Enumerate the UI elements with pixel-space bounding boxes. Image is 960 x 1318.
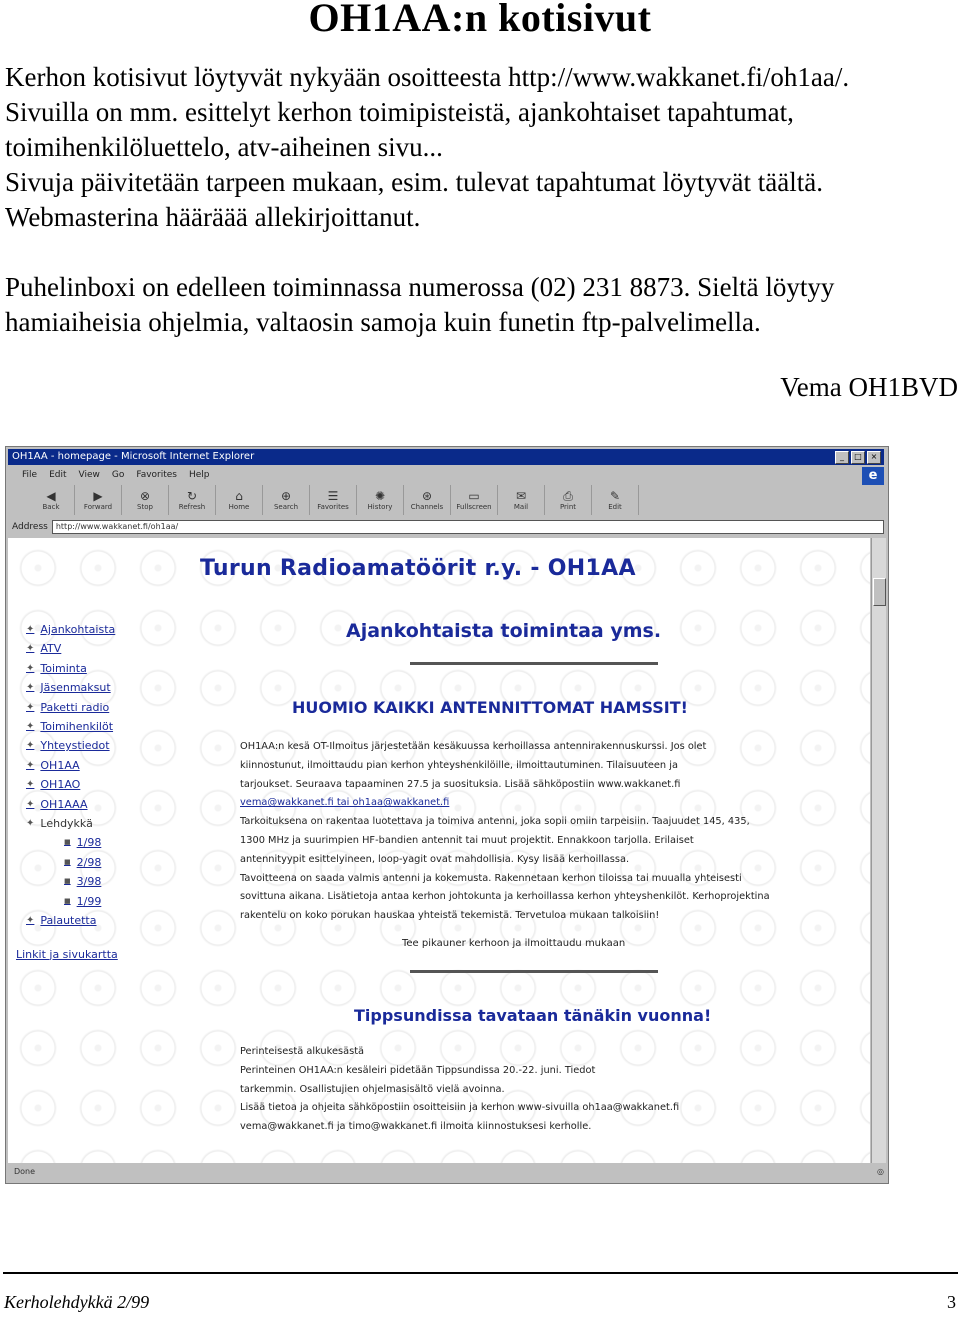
nav-links[interactable]: Linkit ja sivukartta <box>16 947 118 961</box>
menu-file[interactable]: File <box>22 470 38 480</box>
bullet-icon: ✦ <box>26 624 35 635</box>
nav-subitem[interactable]: ■ 3/98 <box>26 872 176 891</box>
event-line: tarkemmin. Osallistujien ohjelmasisältö vielä avoinna. <box>240 1083 505 1095</box>
home-button[interactable]: ⌂ Home <box>216 485 263 515</box>
footer-publication: Kerholehdykkä 2/99 <box>4 1292 150 1312</box>
para1-line: toimihenkilöluettelo, atv-aiheinen sivu... <box>5 132 443 162</box>
notice-line: antennityypit esittelyineen, loop-yagit ovat mahdollisia. Kysy lisää kerhoillassa. <box>240 853 630 865</box>
notice-line: OH1AA:n kesä OT-Ilmoitus järjestetään kesäkuussa kerhoillassa antennirakennuskurssi. Jos olet <box>240 741 707 752</box>
vertical-scrollbar[interactable] <box>871 538 886 1163</box>
event-line: Lisää tietoa ja ohjeita sähköpostiin osoitteisiin ja kerhon www-sivuilla oh1aa@wakkanet.fi <box>240 1102 680 1114</box>
signature: Vema OH1BVD <box>780 372 958 402</box>
bullet-icon: ✦ <box>26 915 35 927</box>
status-text: Done <box>14 1167 36 1176</box>
history-icon: ✺ <box>374 489 386 503</box>
menu-favorites[interactable]: Favorites <box>136 470 177 480</box>
back-icon: ◀ <box>46 489 56 503</box>
scroll-thumb[interactable] <box>873 578 886 606</box>
event-body <box>240 1043 820 1137</box>
bullet-icon: ✦ <box>26 662 35 674</box>
bullet-icon: ✦ <box>26 759 35 771</box>
page-title: OH1AA:n kotisivut <box>308 0 652 40</box>
forward-icon: ▶ <box>93 489 103 503</box>
window-controls <box>835 451 881 464</box>
status-bar <box>8 1165 884 1179</box>
close-icon[interactable]: × <box>867 451 881 464</box>
refresh-button[interactable]: ↻ Refresh <box>169 485 216 515</box>
channels-button[interactable]: ⊛ Channels <box>404 485 451 515</box>
forward-button[interactable]: ▶ Forward <box>75 485 122 515</box>
web-page <box>8 538 870 1163</box>
notice-line: kiinnostunut, ilmoittaudu pian kerhon yhteyshenkilöille, ilmoittautuminen. Tilaisuuteen ja <box>240 759 678 771</box>
article-body <box>5 60 955 340</box>
nav-item[interactable]: ✦ OH1AA <box>26 756 176 775</box>
search-icon: ⊕ <box>280 489 292 503</box>
bullet-icon: ✦ <box>26 721 35 733</box>
notice-line: rakentelu on koko porukan hauskaa yhteistä tekemistä. Tervetuloa mukaan talkoisiin! <box>240 910 660 922</box>
address-bar <box>8 519 884 535</box>
nav-subitem[interactable]: ■ 1/98 <box>26 833 176 852</box>
event-line: Perinteinen OH1AA:n kesäleiri pidetään Tippsundissa 20.-22. juni. Tiedot <box>240 1064 596 1076</box>
mail-icon: ✉ <box>515 489 527 503</box>
nav-subitem[interactable]: ■ 2/98 <box>26 853 176 872</box>
ie-logo-icon: e <box>862 467 884 485</box>
footer-rule <box>3 1272 958 1274</box>
square-bullet-icon: ■ <box>64 877 71 886</box>
edit-icon: ✎ <box>609 489 621 503</box>
address-input[interactable]: http://www.wakkanet.fi/oh1aa/ <box>52 520 884 534</box>
bullet-icon: ✦ <box>26 701 35 713</box>
fullscreen-button[interactable]: ▭ Fullscreen <box>451 485 498 515</box>
nav-item[interactable]: ✦ Palautetta <box>26 911 176 930</box>
notice-line: tarjoukset. Seuraava tapaaminen 27.5 ja suosituksia. Lisää sähköpostiin www.wakkanet.fi <box>240 778 681 790</box>
nav-item[interactable]: ✦ Jäsenmaksut <box>26 678 176 697</box>
menu-view[interactable]: View <box>78 470 100 480</box>
nav-item[interactable]: ✦ Toimihenkilöt <box>26 717 176 736</box>
news-heading: Ajankohtaista toimintaa yms. <box>346 620 662 642</box>
para2-line: hamiaiheisia ohjelmia, valtaosin samoja kuin funetin ftp-palvelimella. <box>5 307 761 337</box>
maximize-icon[interactable]: □ <box>851 451 865 464</box>
history-button[interactable]: ✺ History <box>357 485 404 515</box>
refresh-icon: ↻ <box>186 489 198 503</box>
home-icon: ⌂ <box>235 489 243 503</box>
menu-help[interactable]: Help <box>189 470 210 480</box>
stop-icon: ⊗ <box>139 489 151 503</box>
site-title: Turun Radioamatöörit r.y. - OH1AA <box>200 556 636 581</box>
nav-item[interactable]: ✦ Paketti radio <box>26 698 176 717</box>
divider <box>410 970 658 973</box>
favorites-button[interactable]: ☰ Favorites <box>310 485 357 515</box>
mail-button[interactable]: ✉ Mail <box>498 485 545 515</box>
nav-item[interactable]: ✦ Lehdykkä <box>26 814 176 833</box>
notice-heading: HUOMIO KAIKKI ANTENNITTOMAT HAMSSIT! <box>292 698 688 717</box>
minimize-icon[interactable]: _ <box>835 451 849 464</box>
favorites-icon: ☰ <box>327 489 339 503</box>
bullet-icon: ✦ <box>26 740 35 752</box>
square-bullet-icon: ■ <box>64 838 71 847</box>
square-bullet-icon: ■ <box>64 857 71 866</box>
site-nav <box>16 620 176 964</box>
notice-line: Tarkoituksena on rakentaa luotettava ja toimiva antenni, joka sopii omiin tarpeisiin. Taajuudet 145, 435, <box>240 816 750 828</box>
menu-edit[interactable]: Edit <box>49 470 67 480</box>
para1-line: Webmasterina hääräää allekirjoittanut. <box>5 202 421 232</box>
bullet-icon: ✦ <box>26 798 35 810</box>
menu-go[interactable]: Go <box>111 470 125 480</box>
nav-item[interactable]: ✦ Ajankohtaista <box>26 620 176 639</box>
event-line: Perinteisestä alkukesästä <box>240 1046 365 1057</box>
para1-line: Sivuilla on mm. esittelyt kerhon toimipisteistä, ajankohtaiset tapahtumat, <box>5 97 794 127</box>
channels-icon: ⊛ <box>421 489 433 503</box>
back-button[interactable]: ◀ Back <box>28 485 75 515</box>
nav-item[interactable]: ✦ Yhteystiedot <box>26 736 176 755</box>
bullet-icon: ✦ <box>26 643 35 655</box>
notice-body <box>240 738 820 926</box>
event-heading: Tippsundissa tavataan tänäkin vuonna! <box>354 1006 712 1025</box>
nav-item[interactable]: ✦ Toiminta <box>26 659 176 678</box>
notice-line: Tavoitteena on saada valmis antenni ja kokemusta. Rakennetaan kerhon tiloissa tai muualla yhteisesti <box>240 872 742 884</box>
internet-zone-icon: ◎ <box>877 1167 884 1176</box>
menu-bar <box>8 467 884 483</box>
page-number: 3 <box>947 1292 956 1312</box>
toolbar <box>8 485 884 517</box>
notice-line: vema@wakkanet.fi tai oh1aa@wakkanet.fi <box>240 797 450 809</box>
para1-line: Kerhon kotisivut löytyvät nykyään osoitteesta http://www.wakkanet.fi/oh1aa/. <box>5 62 850 92</box>
edit-button[interactable]: ✎ Edit <box>592 485 639 515</box>
para2-line: Puhelinboxi on edelleen toiminnassa numerossa (02) 231 8873. Sieltä löytyy <box>5 272 835 302</box>
stop-button[interactable]: ⊗ Stop <box>122 485 169 515</box>
bullet-icon: ✦ <box>26 818 35 830</box>
print-icon: ⎙ <box>563 489 573 503</box>
square-bullet-icon: ■ <box>64 896 71 905</box>
address-label: Address <box>12 522 48 532</box>
window-titlebar <box>8 449 884 465</box>
window-title: OH1AA - homepage - Microsoft Internet Explorer <box>12 451 255 462</box>
notice-caption[interactable]: Tee pikauner kerhoon ja ilmoittaudu mukaan <box>402 938 626 949</box>
fullscreen-icon: ▭ <box>468 489 480 503</box>
notice-line: sovittuna aikana. Lisätietoja antaa kerhon johtokunta ja kerhoillassa kerhon yhteyshenkilöt. Kerhoprojektina <box>240 891 770 903</box>
divider <box>410 662 658 665</box>
bullet-icon: ✦ <box>26 779 35 791</box>
browser-screenshot <box>5 446 889 1184</box>
notice-line: 1300 MHz ja suurimpien HF-bandien antennit tai muut projektit. Ennakkoon tarjolla. Erilaiset <box>240 834 694 846</box>
nav-subitem[interactable]: ■ 1/99 <box>26 892 176 911</box>
nav-item[interactable]: ✦ OH1AAA <box>26 795 176 814</box>
bullet-icon: ✦ <box>26 682 35 694</box>
para1-line: Sivuja päivitetään tarpeen mukaan, esim. tulevat tapahtumat löytyvät täältä. <box>5 167 823 197</box>
nav-item[interactable]: ✦ ATV <box>26 639 176 658</box>
print-button[interactable]: ⎙ Print <box>545 485 592 515</box>
nav-item[interactable]: ✦ OH1AO <box>26 775 176 794</box>
search-button[interactable]: ⊕ Search <box>263 485 310 515</box>
event-line: vema@wakkanet.fi ja timo@wakkanet.fi ilmoita kiinnostuksesi kerholle. <box>240 1121 592 1133</box>
